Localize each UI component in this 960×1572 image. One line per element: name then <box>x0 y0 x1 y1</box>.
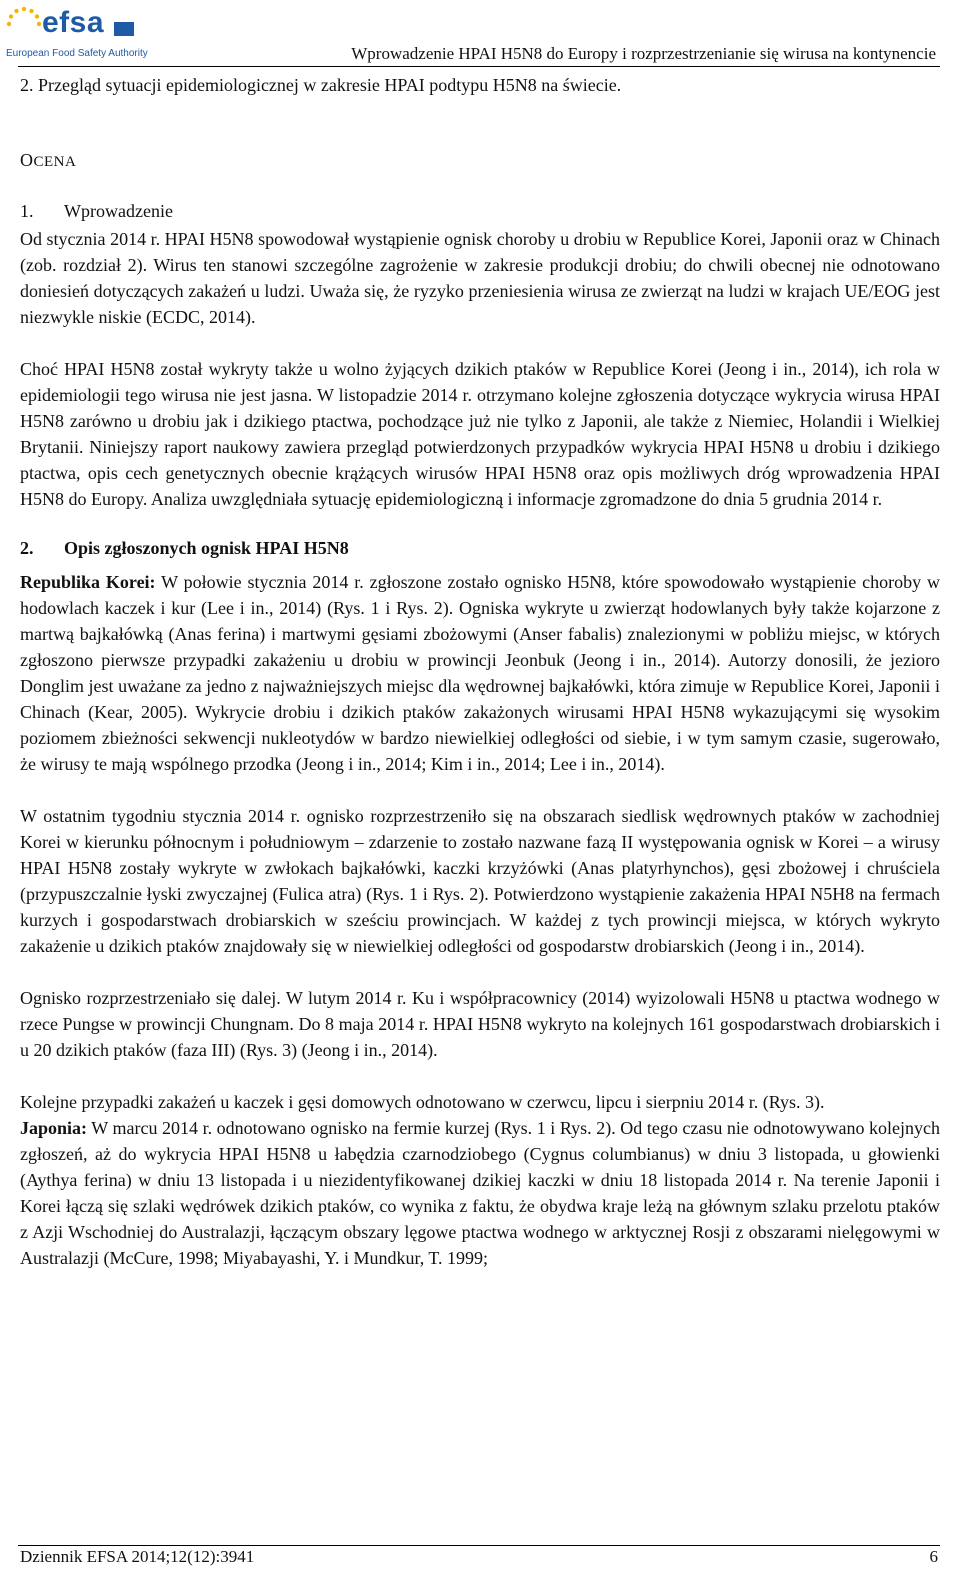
page-number: 6 <box>929 1547 938 1566</box>
korea-text: W połowie stycznia 2014 r. zgłoszone zostało ognisko H5N8, które spowodowało wystąpienie choroby w hodowlach kaczek i kur (Lee i in., 2014) (Rys. 1 i Rys. 2). Ogniska wykryte u zwierząt hodowlanych były także kojarzone z martwą bajkałówką (Anas ferina) i martwymi gęsiami zbożowymi (Anser fabalis) znalezionymi w pobliżu miejsc, w których zgłoszono pierwsze przypadki zakażeniu u drobiu w prowincji Jeonbuk (Jeong i in., 2014). Autorzy donosili, że jezioro Donglim jest uważane za jedno z najważniejszych miejsc dla wędrownej bajkałówki, która zimuje w Republice Korei, Japonii i Chinach (Kear, 2005). Wykrycie drobiu i dzikich ptaków zakażonych wirusami HPAI H5N8 wykazującymi się wysokim poziomem zbieżności sekwencji nukleotydów w bardzo niewielkiej odległości od siebie, i w tym samym czasie, sugerowało, że wirusy te mają wspólnego przodka (Jeong i in., 2014; Kim i in., 2014; Lee i in., 2014). <box>20 572 941 774</box>
running-title: Wprowadzenie HPAI H5N8 do Europy i rozprzestrzenianie się wirusa na kontynencie <box>351 44 936 63</box>
section-1-heading <box>20 198 940 224</box>
paragraph-korea <box>20 569 940 777</box>
korea-label: Republika Korei: <box>20 572 156 592</box>
section-1-number: 1. <box>20 201 34 221</box>
section-2-number: 2. <box>20 538 34 558</box>
section-2-title: Opis zgłoszonych ognisk HPAI H5N8 <box>64 538 349 558</box>
japan-text: W marcu 2014 r. odnotowano ognisko na fermie kurzej (Rys. 1 i Rys. 2). Od tego czasu nie odnotowywano kolejnych zgłoszeń, aż do wykrycia HPAI H5N8 u łabędzia czarnodziobego (Cygnus columbianus) w dniu 3 listopada, u głowienki (Aythya ferina) w dniu 13 listopada i u niezidentyfikowanej dzikiej kaczki w dniu 18 listopada 2014 r. Na terenie Japonii i Korei łączą się szlaki wędrówek dzikich ptaków, co wynika z faktu, że obydwa kraje leżą na głównym szlaku przelotu ptaków z Azji Wschodniej do Australazji, łączącym obszary lęgowe ptactwa wodnego w arktycznej Rosji z obszarami nielęgowymi w Australazji (McCure, 1998; Miyabayashi, Y. i Mundkur, T. 1999; <box>20 1118 940 1268</box>
japan-label: Japonia: <box>20 1118 88 1138</box>
efsa-logo <box>4 2 154 64</box>
paragraph-2: Choć HPAI H5N8 został wykryty także u wolno żyjących dzikich ptaków w Republice Korei (Jeong i in., 2014), ich rola w epidemiologii tego wirusa nie jest jasna. W listopadzie 2014 r. otrzymano kolejne zgłoszenia dotyczące wykrycia wirusa HPAI H5N8 zarówno u drobiu jak i dzikiego ptactwa, pochodzące już nie tylko z Japonii, ale także z Niemiec, Holandii i Wielkiej Brytanii. Niniejszy raport naukowy zawiera przegląd potwierdzonych przypadków wykrycia HPAI H5N8 u drobiu i dzikiego ptactwa, opis cech genetycznych obecnie krążących wirusów HPAI H5N8 oraz opis możliwych dróg wprowadzenia HPAI H5N8 do Europy. Analiza uwzględniała sytuację epidemiologiczną i informacje zgromadzone do dnia 5 grudnia 2014 r. <box>20 359 940 509</box>
footer-divider <box>18 1545 940 1546</box>
section-2-heading <box>20 535 940 561</box>
paragraph-6: Kolejne przypadki zakażeń u kaczek i gęsi domowych odnotowano w czerwcu, lipcu i sierpniu 2014 r. (Rys. 3). <box>20 1092 825 1112</box>
intro-list-item: 2. Przegląd sytuacji epidemiologicznej w zakresie HPAI podtypu H5N8 na świecie. <box>20 75 622 95</box>
paragraph-5: Ognisko rozprzestrzeniało się dalej. W lutym 2014 r. Ku i współpracownicy (2014) wyizolowali H5N8 u ptactwa wodnego w rzece Pungse w prowincji Chungnam. Do 8 maja 2014 r. HPAI H5N8 wykryto na kolejnych 161 gospodarstwach drobiarskich i u 20 dzikich ptaków (faza III) (Rys. 3) (Jeong i in., 2014). <box>20 988 940 1060</box>
page-header <box>0 0 960 70</box>
ocena-heading <box>20 147 940 175</box>
logo-subtitle: European Food Safety Authority <box>6 48 148 59</box>
logo-wordmark: efsa <box>42 6 105 39</box>
section-1-title: Wprowadzenie <box>64 201 173 221</box>
paragraph-1: Od stycznia 2014 r. HPAI H5N8 spowodował wystąpienie ognisk choroby u drobiu w Republice Korei, Japonii oraz w Chinach (zob. rozdział 2). Wirus ten stanowi szczególne zagrożenie w zakresie produkcji drobiu; do chwili obecnej nie odnotowano doniesień dotyczących zakażeń u ludzi. Uważa się, że ryzyko przeniesienia wirusa ze zwierząt na ludzi w krajach UE/EOG jest niezwykle niskie (ECDC, 2014). <box>20 229 940 327</box>
header-divider <box>18 66 940 67</box>
eu-flag-icon <box>114 22 134 36</box>
document-body <box>20 70 940 1271</box>
eu-stars-icon <box>6 6 42 42</box>
paragraph-japan <box>20 1115 940 1271</box>
ocena-rest: CENA <box>33 154 77 170</box>
journal-citation: Dziennik EFSA 2014;12(12):3941 <box>20 1547 255 1566</box>
paragraph-4: W ostatnim tygodniu stycznia 2014 r. ognisko rozprzestrzeniło się na obszarach siedlisk wędrownych ptaków w zachodniej Korei w kierunku północnym i południowym – zdarzenie to zostało nazwane fazą II występowania ognisk w Korei – a wirusy HPAI H5N8 zostały wykryte w zwłokach bajkałówki, kaczki krzyżówki (Anas platyrhynchos), gęsi zbożowej i chruściela (przypuszczalnie łyski zwyczajnej (Fulica atra) (Rys. 1 i Rys. 2). Potwierdzono wystąpienie zakażenia HPAI N5H8 na fermach kurzych i gospodarstwach drobiarskich w sześciu prowincjach. W każdej z tych prowincji miejsca, w których wykryto zakażenie u dzikich ptaków znajdowały się w niewielkiej odległości od gospodarstw drobiarskich (Jeong i in., 2014). <box>20 806 940 956</box>
ocena-first-letter: O <box>20 150 34 170</box>
